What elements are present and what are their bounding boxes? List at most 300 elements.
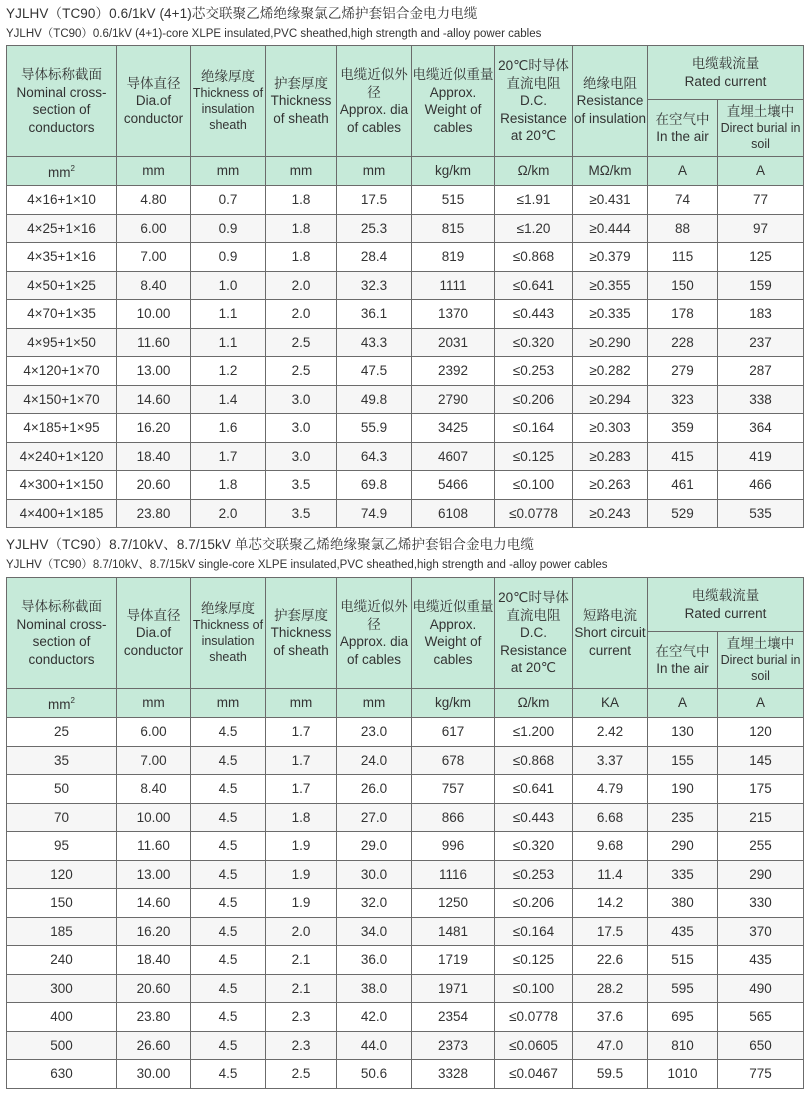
- table-cell: 20.60: [117, 471, 191, 500]
- table-cell: ≤0.206: [495, 385, 573, 414]
- table-cell: 25.3: [337, 214, 412, 243]
- table-cell: ≤0.320: [495, 832, 573, 861]
- section1-table-body: [7, 186, 804, 528]
- s1-header-approx-diameter: 电缆近似外径 Approx. dia of cables: [337, 46, 412, 157]
- s1-header-dc-resistance: 20℃时导体直流电阻 D.C. Resistance at 20℃: [495, 46, 573, 157]
- table-cell: ≤0.125: [495, 442, 573, 471]
- table-row: [7, 328, 804, 357]
- table-cell: 36.0: [337, 946, 412, 975]
- table-cell: 2.0: [266, 917, 337, 946]
- table-cell: 43.3: [337, 328, 412, 357]
- table-cell: 3.0: [266, 414, 337, 443]
- table-cell: ≤0.868: [495, 746, 573, 775]
- table-cell: 11.60: [117, 832, 191, 861]
- s2-header-direct-burial: 直埋土壤中 Direct burial in soil: [718, 632, 804, 689]
- table-cell: 4×50+1×25: [7, 271, 117, 300]
- table-cell: 4.5: [191, 1031, 266, 1060]
- table-cell: 159: [718, 271, 804, 300]
- table-cell: 4.5: [191, 746, 266, 775]
- table-cell: 120: [7, 860, 117, 889]
- table-cell: 25: [7, 718, 117, 747]
- table-cell: 757: [412, 775, 495, 804]
- table-cell: 4607: [412, 442, 495, 471]
- table-row: [7, 860, 804, 889]
- table-cell: ≥0.294: [573, 385, 648, 414]
- table-cell: ≤1.200: [495, 718, 573, 747]
- table-row: [7, 243, 804, 272]
- section1-table: [6, 45, 804, 528]
- table-cell: 290: [648, 832, 718, 861]
- table-row: [7, 803, 804, 832]
- table-cell: 330: [718, 889, 804, 918]
- table-cell: 595: [648, 974, 718, 1003]
- s2-unit: KA: [573, 689, 648, 718]
- table-cell: ≥0.379: [573, 243, 648, 272]
- table-cell: 1.8: [266, 214, 337, 243]
- table-cell: 0.9: [191, 243, 266, 272]
- table-cell: 359: [648, 414, 718, 443]
- s1-unit: A: [648, 157, 718, 186]
- table-cell: 3.0: [266, 442, 337, 471]
- table-cell: 775: [718, 1060, 804, 1089]
- s2-unit: A: [718, 689, 804, 718]
- table-cell: 1370: [412, 300, 495, 329]
- table-cell: 2.5: [266, 357, 337, 386]
- table-cell: 30.0: [337, 860, 412, 889]
- table-cell: 461: [648, 471, 718, 500]
- table-cell: 235: [648, 803, 718, 832]
- table-cell: 50.6: [337, 1060, 412, 1089]
- table-cell: 23.0: [337, 718, 412, 747]
- table-cell: 380: [648, 889, 718, 918]
- table-cell: 3.0: [266, 385, 337, 414]
- table-cell: 7.00: [117, 243, 191, 272]
- s1-header-approx-weight: 电缆近似重量 Approx. Weight of cables: [412, 46, 495, 157]
- s1-unit: mm: [117, 157, 191, 186]
- table-cell: 16.20: [117, 917, 191, 946]
- table-cell: 8.40: [117, 271, 191, 300]
- table-cell: 10.00: [117, 803, 191, 832]
- table-cell: 10.00: [117, 300, 191, 329]
- table-cell: 4×70+1×35: [7, 300, 117, 329]
- table-cell: 13.00: [117, 860, 191, 889]
- table-cell: 74.9: [337, 499, 412, 528]
- table-cell: 1.7: [266, 775, 337, 804]
- table-cell: 17.5: [337, 186, 412, 215]
- s2-header-nominal-cross-section: 导体标称截面 Nominal cross-section of conductors: [7, 578, 117, 689]
- table-cell: 26.0: [337, 775, 412, 804]
- table-cell: 0.7: [191, 186, 266, 215]
- table-row: [7, 186, 804, 215]
- table-cell: 175: [718, 775, 804, 804]
- table-row: [7, 214, 804, 243]
- table-cell: 535: [718, 499, 804, 528]
- table-cell: 565: [718, 1003, 804, 1032]
- table-cell: 2373: [412, 1031, 495, 1060]
- s1-units-row: [7, 157, 804, 186]
- table-cell: 1.9: [266, 832, 337, 861]
- table-cell: ≤0.253: [495, 357, 573, 386]
- table-cell: 20.60: [117, 974, 191, 1003]
- table-cell: 400: [7, 1003, 117, 1032]
- table-cell: 8.40: [117, 775, 191, 804]
- table-cell: 2.5: [266, 328, 337, 357]
- s1-unit: mm: [266, 157, 337, 186]
- table-cell: 55.9: [337, 414, 412, 443]
- table-row: [7, 917, 804, 946]
- table-row: [7, 414, 804, 443]
- s2-header-short-circuit-current: 短路电流 Short circuit current: [573, 578, 648, 689]
- s1-header-direct-burial: 直埋土壤中 Direct burial in soil: [718, 100, 804, 157]
- table-cell: 338: [718, 385, 804, 414]
- table-cell: ≤0.0605: [495, 1031, 573, 1060]
- table-row: [7, 271, 804, 300]
- table-cell: 1971: [412, 974, 495, 1003]
- table-cell: 190: [648, 775, 718, 804]
- table-cell: 3.5: [266, 499, 337, 528]
- table-cell: 1.2: [191, 357, 266, 386]
- table-cell: 290: [718, 860, 804, 889]
- table-cell: 11.60: [117, 328, 191, 357]
- table-cell: 36.1: [337, 300, 412, 329]
- table-cell: 50: [7, 775, 117, 804]
- table-cell: 2031: [412, 328, 495, 357]
- table-cell: 18.40: [117, 946, 191, 975]
- s1-unit: mm: [337, 157, 412, 186]
- table-cell: 2.1: [266, 946, 337, 975]
- table-cell: 47.5: [337, 357, 412, 386]
- table-cell: 23.80: [117, 1003, 191, 1032]
- s1-unit: mm: [191, 157, 266, 186]
- table-cell: 617: [412, 718, 495, 747]
- s2-unit-area: $mm^2$: [7, 689, 117, 718]
- table-cell: 515: [412, 186, 495, 215]
- section2-title-en: YJLHV（TC90）8.7/10kV、8.7/15kV single-core XLPE insulated,PVC sheathed,high strength and -alloy power cables: [6, 559, 608, 571]
- table-cell: 22.6: [573, 946, 648, 975]
- table-cell: 4×35+1×16: [7, 243, 117, 272]
- section2-table: [6, 577, 804, 1089]
- table-cell: 4.80: [117, 186, 191, 215]
- table-cell: 97: [718, 214, 804, 243]
- table-cell: 16.20: [117, 414, 191, 443]
- s1-header-nominal-cross-section: 导体标称截面 Nominal cross-section of conductors: [7, 46, 117, 157]
- table-cell: 4×120+1×70: [7, 357, 117, 386]
- s2-header-sheath-thickness: 护套厚度 Thickness of sheath: [266, 578, 337, 689]
- table-cell: ≤0.320: [495, 328, 573, 357]
- s1-header-insulation-resistance: 绝缘电阻 Resistance of insulation: [573, 46, 648, 157]
- table-cell: 435: [718, 946, 804, 975]
- table-cell: 4×185+1×95: [7, 414, 117, 443]
- table-cell: 2.3: [266, 1003, 337, 1032]
- s1-unit: kg/km: [412, 157, 495, 186]
- table-row: [7, 832, 804, 861]
- table-cell: 529: [648, 499, 718, 528]
- table-cell: ≤0.100: [495, 974, 573, 1003]
- table-cell: 26.60: [117, 1031, 191, 1060]
- table-cell: 37.6: [573, 1003, 648, 1032]
- s1-unit: Ω/km: [495, 157, 573, 186]
- table-cell: 4.5: [191, 974, 266, 1003]
- table-cell: 4×95+1×50: [7, 328, 117, 357]
- table-cell: 2.0: [191, 499, 266, 528]
- table-cell: 370: [718, 917, 804, 946]
- table-cell: 630: [7, 1060, 117, 1089]
- table-cell: 4.5: [191, 889, 266, 918]
- table-cell: 6108: [412, 499, 495, 528]
- table-cell: 6.00: [117, 214, 191, 243]
- table-cell: 2.0: [266, 271, 337, 300]
- table-cell: 279: [648, 357, 718, 386]
- table-cell: 150: [648, 271, 718, 300]
- table-row: [7, 471, 804, 500]
- table-cell: 415: [648, 442, 718, 471]
- table-cell: ≤1.20: [495, 214, 573, 243]
- table-cell: 6.00: [117, 718, 191, 747]
- table-cell: 4.5: [191, 917, 266, 946]
- s2-unit: mm: [117, 689, 191, 718]
- table-cell: ≥0.444: [573, 214, 648, 243]
- table-cell: 4.5: [191, 832, 266, 861]
- table-cell: 115: [648, 243, 718, 272]
- table-cell: 29.0: [337, 832, 412, 861]
- table-cell: 1481: [412, 917, 495, 946]
- table-cell: 4.5: [191, 775, 266, 804]
- table-cell: 69.8: [337, 471, 412, 500]
- table-cell: ≥0.290: [573, 328, 648, 357]
- s1-header-sheath-thickness: 护套厚度 Thickness of sheath: [266, 46, 337, 157]
- section1-title-cn: YJLHV（TC90）0.6/1kV (4+1)芯交联聚乙烯绝缘聚氯乙烯护套铝合金电力电缆: [6, 6, 478, 21]
- table-cell: 14.60: [117, 889, 191, 918]
- table-cell: 17.5: [573, 917, 648, 946]
- table-cell: 11.4: [573, 860, 648, 889]
- s1-unit-area: $mm^2$: [7, 157, 117, 186]
- table-cell: 335: [648, 860, 718, 889]
- table-cell: 3.37: [573, 746, 648, 775]
- table-cell: ≤0.868: [495, 243, 573, 272]
- table-cell: 1010: [648, 1060, 718, 1089]
- s2-unit: mm: [337, 689, 412, 718]
- table-cell: 185: [7, 917, 117, 946]
- table-cell: 14.2: [573, 889, 648, 918]
- table-cell: 1.4: [191, 385, 266, 414]
- table-cell: 4×400+1×185: [7, 499, 117, 528]
- table-cell: ≥0.243: [573, 499, 648, 528]
- s2-units-row: [7, 689, 804, 718]
- table-cell: 0.9: [191, 214, 266, 243]
- table-cell: 2354: [412, 1003, 495, 1032]
- table-cell: ≤0.0778: [495, 499, 573, 528]
- table-cell: ≤0.0778: [495, 1003, 573, 1032]
- table-cell: 215: [718, 803, 804, 832]
- s2-header-conductor-diameter: 导体直径 Dia.of conductor: [117, 578, 191, 689]
- table-cell: 866: [412, 803, 495, 832]
- table-cell: ≥0.263: [573, 471, 648, 500]
- s2-unit: Ω/km: [495, 689, 573, 718]
- table-cell: 1.1: [191, 328, 266, 357]
- table-row: [7, 889, 804, 918]
- table-cell: 27.0: [337, 803, 412, 832]
- table-cell: 42.0: [337, 1003, 412, 1032]
- table-cell: 287: [718, 357, 804, 386]
- table-cell: 38.0: [337, 974, 412, 1003]
- table-cell: 810: [648, 1031, 718, 1060]
- table-cell: 1.7: [266, 718, 337, 747]
- table-cell: 3425: [412, 414, 495, 443]
- table-cell: 1719: [412, 946, 495, 975]
- table-cell: 32.0: [337, 889, 412, 918]
- table-cell: 466: [718, 471, 804, 500]
- table-cell: 70: [7, 803, 117, 832]
- table-cell: ≤0.641: [495, 775, 573, 804]
- table-cell: 1.6: [191, 414, 266, 443]
- s1-header-insulation-thickness: 绝缘厚度 Thickness of insulation sheath: [191, 46, 266, 157]
- table-cell: 88: [648, 214, 718, 243]
- table-cell: 30.00: [117, 1060, 191, 1089]
- table-cell: ≤0.443: [495, 803, 573, 832]
- table-row: [7, 499, 804, 528]
- table-cell: 4.5: [191, 946, 266, 975]
- table-cell: 1116: [412, 860, 495, 889]
- s2-header-in-air: 在空气中 In the air: [648, 632, 718, 689]
- table-cell: 300: [7, 974, 117, 1003]
- table-cell: 14.60: [117, 385, 191, 414]
- table-cell: 3.5: [266, 471, 337, 500]
- table-cell: 2.42: [573, 718, 648, 747]
- table-cell: 77: [718, 186, 804, 215]
- table-cell: 4×300+1×150: [7, 471, 117, 500]
- table-cell: 1250: [412, 889, 495, 918]
- table-cell: 178: [648, 300, 718, 329]
- s1-header-conductor-diameter: 导体直径 Dia.of conductor: [117, 46, 191, 157]
- table-cell: 4×240+1×120: [7, 442, 117, 471]
- table-cell: 996: [412, 832, 495, 861]
- table-cell: 1.9: [266, 860, 337, 889]
- table-cell: 4.5: [191, 860, 266, 889]
- table-cell: 228: [648, 328, 718, 357]
- section2-title-cn: YJLHV（TC90）8.7/10kV、8.7/15kV 单芯交联聚乙烯绝缘聚氯乙烯护套铝合金电力电缆: [6, 537, 534, 552]
- table-cell: ≤0.253: [495, 860, 573, 889]
- table-cell: 125: [718, 243, 804, 272]
- table-cell: 1.8: [266, 186, 337, 215]
- table-cell: 4.5: [191, 803, 266, 832]
- s2-unit: mm: [266, 689, 337, 718]
- table-cell: 2.1: [266, 974, 337, 1003]
- s1-unit: A: [718, 157, 804, 186]
- s2-header-approx-diameter: 电缆近似外径 Approx. dia of cables: [337, 578, 412, 689]
- s2-header-rated-current: 电缆载流量 Rated current: [648, 578, 804, 632]
- table-row: [7, 775, 804, 804]
- table-row: [7, 442, 804, 471]
- s2-unit: A: [648, 689, 718, 718]
- table-cell: 419: [718, 442, 804, 471]
- table-cell: 120: [718, 718, 804, 747]
- table-cell: 364: [718, 414, 804, 443]
- table-cell: 24.0: [337, 746, 412, 775]
- table-row: [7, 1031, 804, 1060]
- table-cell: 23.80: [117, 499, 191, 528]
- table-cell: 34.0: [337, 917, 412, 946]
- table-cell: 1.7: [191, 442, 266, 471]
- table-row: [7, 974, 804, 1003]
- table-cell: 515: [648, 946, 718, 975]
- table-cell: 150: [7, 889, 117, 918]
- table-cell: 47.0: [573, 1031, 648, 1060]
- table-cell: 74: [648, 186, 718, 215]
- table-cell: 3328: [412, 1060, 495, 1089]
- table-cell: 155: [648, 746, 718, 775]
- table-cell: ≤0.164: [495, 917, 573, 946]
- table-cell: 490: [718, 974, 804, 1003]
- table-cell: 2790: [412, 385, 495, 414]
- table-cell: ≤0.125: [495, 946, 573, 975]
- table-cell: 5466: [412, 471, 495, 500]
- table-cell: 815: [412, 214, 495, 243]
- s2-header-insulation-thickness: 绝缘厚度 Thickness of insulation sheath: [191, 578, 266, 689]
- section1-title-en: YJLHV（TC90）0.6/1kV (4+1)-core XLPE insulated,PVC sheathed,high strength and -alloy power cables: [6, 28, 542, 40]
- table-cell: ≤0.100: [495, 471, 573, 500]
- table-cell: 1.9: [266, 889, 337, 918]
- table-row: [7, 357, 804, 386]
- table-cell: 1.8: [266, 243, 337, 272]
- section2-table-body: [7, 718, 804, 1089]
- table-cell: ≤0.641: [495, 271, 573, 300]
- table-cell: ≥0.282: [573, 357, 648, 386]
- table-cell: 1.8: [191, 471, 266, 500]
- table-cell: 1.7: [266, 746, 337, 775]
- table-cell: 2.5: [266, 1060, 337, 1089]
- table-cell: 4.5: [191, 718, 266, 747]
- s1-header-rated-current: 电缆载流量 Rated current: [648, 46, 804, 100]
- table-cell: 819: [412, 243, 495, 272]
- table-cell: 1.8: [266, 803, 337, 832]
- table-cell: 4.79: [573, 775, 648, 804]
- table-cell: 13.00: [117, 357, 191, 386]
- table-cell: 130: [648, 718, 718, 747]
- table-cell: ≥0.335: [573, 300, 648, 329]
- table-cell: 4.5: [191, 1060, 266, 1089]
- table-cell: 1111: [412, 271, 495, 300]
- table-cell: 44.0: [337, 1031, 412, 1060]
- table-cell: 4×25+1×16: [7, 214, 117, 243]
- table-cell: 500: [7, 1031, 117, 1060]
- table-cell: 2.0: [266, 300, 337, 329]
- s2-unit: kg/km: [412, 689, 495, 718]
- table-cell: 9.68: [573, 832, 648, 861]
- table-row: [7, 746, 804, 775]
- table-cell: 64.3: [337, 442, 412, 471]
- table-cell: 255: [718, 832, 804, 861]
- table-cell: 18.40: [117, 442, 191, 471]
- table-cell: 1.1: [191, 300, 266, 329]
- table-cell: ≤0.443: [495, 300, 573, 329]
- table-cell: ≤0.0467: [495, 1060, 573, 1089]
- table-cell: 145: [718, 746, 804, 775]
- table-cell: 240: [7, 946, 117, 975]
- table-cell: ≥0.355: [573, 271, 648, 300]
- table-cell: 6.68: [573, 803, 648, 832]
- s1-unit: MΩ/km: [573, 157, 648, 186]
- table-cell: 59.5: [573, 1060, 648, 1089]
- table-cell: 183: [718, 300, 804, 329]
- table-row: [7, 1003, 804, 1032]
- table-cell: 4×150+1×70: [7, 385, 117, 414]
- table-cell: 237: [718, 328, 804, 357]
- table-cell: 2.3: [266, 1031, 337, 1060]
- table-cell: ≤0.164: [495, 414, 573, 443]
- table-cell: 323: [648, 385, 718, 414]
- table-row: [7, 946, 804, 975]
- table-cell: 4×16+1×10: [7, 186, 117, 215]
